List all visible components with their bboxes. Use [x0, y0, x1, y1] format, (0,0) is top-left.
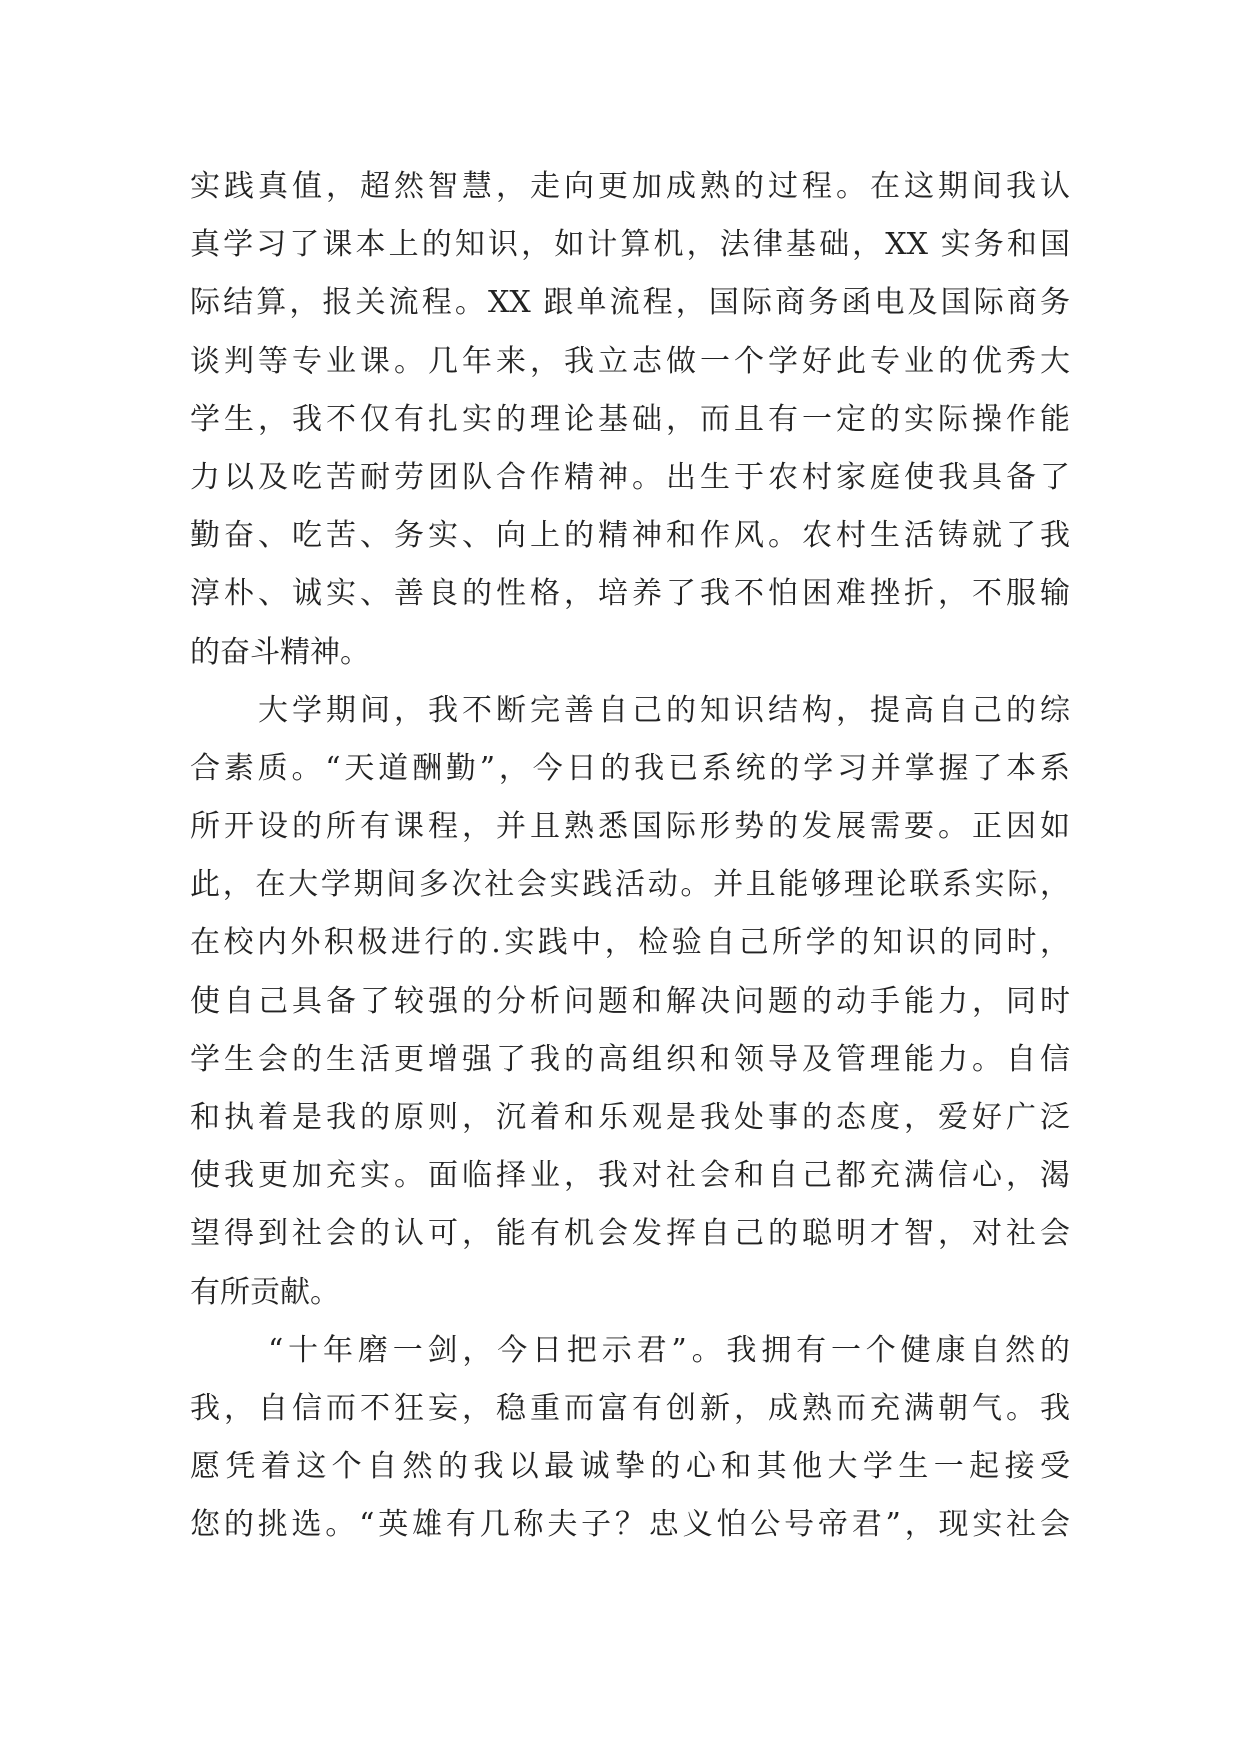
text-line: 真学习了课本上的知识，如计算机，法律基础，XX 实务和国: [190, 227, 1070, 263]
text-line: 您的挑选。“英雄有几称夫子？忠义怕公号帝君”，现实社会: [190, 1507, 1070, 1543]
text-line: 淳朴、诚实、善良的性格，培养了我不怕困难挫折，不服输: [190, 576, 1070, 612]
paragraph-2: [190, 682, 1070, 1322]
text-line: 使我更加充实。面临择业，我对社会和自己都充满信心，渴: [190, 1158, 1070, 1194]
text-line: 有所贡献。: [190, 1274, 340, 1310]
document-body: [190, 158, 1070, 1555]
text-line: 所开设的所有课程，并且熟悉国际形势的发展需要。正因如: [190, 809, 1070, 845]
paragraph-3: [190, 1322, 1070, 1555]
text-line: 望得到社会的认可，能有机会发挥自己的聪明才智，对社会: [190, 1216, 1070, 1252]
text-line: 的奋斗精神。: [190, 634, 370, 670]
paragraph-1: [190, 158, 1070, 682]
text-line: 使自己具备了较强的分析问题和解决问题的动手能力，同时: [190, 983, 1070, 1019]
text-line: 谈判等专业课。几年来，我立志做一个学好此专业的优秀大: [190, 343, 1070, 379]
text-line: 勤奋、吃苦、务实、向上的精神和作风。农村生活铸就了我: [190, 518, 1070, 554]
text-line: 实践真值，超然智慧，走向更加成熟的过程。在这期间我认: [190, 169, 1070, 204]
text-line: 和执着是我的原则，沉着和乐观是我处事的态度，爱好广泛: [190, 1100, 1070, 1135]
text-line: 大学期间，我不断完善自己的知识结构，提高自己的综: [258, 692, 1070, 728]
text-line: “十年磨一剑，今日把示君”。我拥有一个健康自然的: [268, 1332, 1070, 1368]
text-line: 此，在大学期间多次社会实践活动。并且能够理论联系实际，: [190, 867, 1070, 903]
text-line: 合素质。“天道酬勤”，今日的我已系统的学习并掌握了本系: [190, 750, 1070, 786]
text-line: 际结算，报关流程。XX 跟单流程，国际商务函电及国际商务: [190, 285, 1070, 321]
text-line: 在校内外积极进行的.实践中，检验自己所学的知识的同时，: [190, 925, 1070, 961]
text-line: 愿凭着这个自然的我以最诚挚的心和其他大学生一起接受: [190, 1449, 1070, 1485]
text-line: 学生会的生活更增强了我的高组织和领导及管理能力。自信: [190, 1041, 1070, 1077]
text-line: 学生，我不仅有扎实的理论基础，而且有一定的实际操作能: [190, 401, 1070, 437]
text-line: 我，自信而不狂妄，稳重而富有创新，成熟而充满朝气。我: [190, 1390, 1070, 1426]
text-line: 力以及吃苦耐劳团队合作精神。出生于农村家庭使我具备了: [190, 459, 1070, 495]
